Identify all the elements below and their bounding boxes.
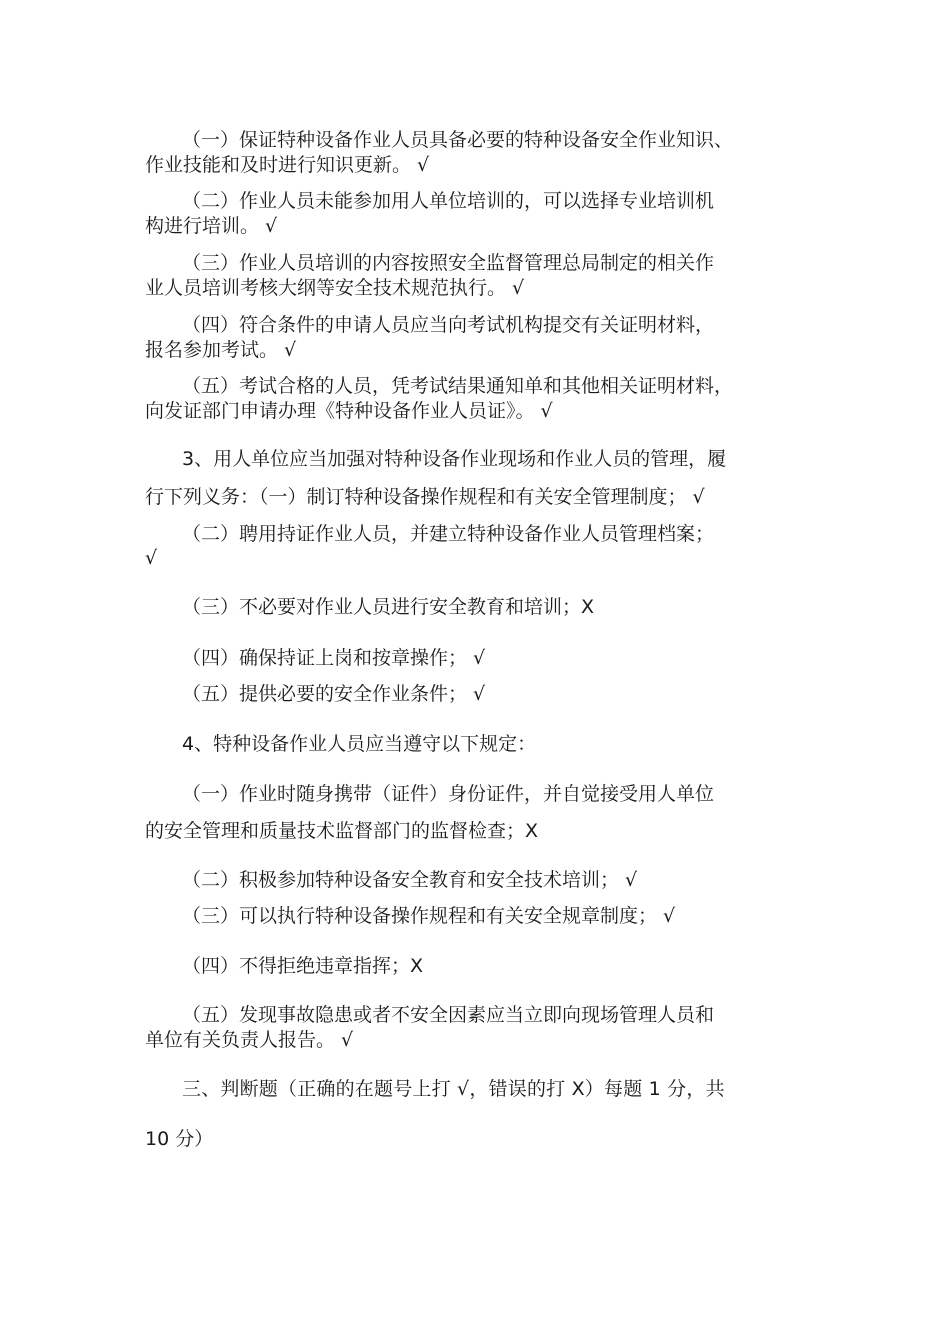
item-5-line-1: （五）考试合格的人员，凭考试结果通知单和其他相关证明材料， [182,375,734,397]
question-4-line-5: （三）可以执行特种设备操作规程和有关安全规章制度； √ [182,905,676,927]
question-4-line-1: 4、特种设备作业人员应当遵守以下规定： [182,733,537,755]
item-5-line-2: 向发证部门申请办理《特种设备作业人员证》。 √ [145,400,553,422]
question-3-line-6: （四）确保持证上岗和按章操作； √ [182,647,486,669]
item-3-line-2: 业人员培训考核大纲等安全技术规范执行。 √ [145,277,525,299]
question-4-line-2: （一）作业时随身携带（证件）身份证件，并自觉接受用人单位 [182,783,715,805]
item-2-line-2: 构进行培训。 √ [145,215,278,237]
question-4-line-7: （五）发现事故隐患或者不安全因素应当立即向现场管理人员和 [182,1004,715,1026]
question-3-line-5: （三）不必要对作业人员进行安全教育和培训；X [182,596,595,618]
item-4-line-1: （四）符合条件的申请人员应当向考试机构提交有关证明材料， [182,314,715,336]
question-4-line-4: （二）积极参加特种设备安全教育和安全技术培训； √ [182,869,638,891]
question-3-line-7: （五）提供必要的安全作业条件； √ [182,683,486,705]
question-4-line-3: 的安全管理和质量技术监督部门的监督检查；X [145,820,539,842]
section-3-heading-line-2: 10 分） [145,1128,214,1150]
question-3-line-3: （二）聘用持证作业人员，并建立特种设备作业人员管理档案； [182,523,715,545]
question-4-line-8: 单位有关负责人报告。 √ [145,1029,354,1051]
question-3-line-4: √ [145,547,158,569]
question-4-line-6: （四）不得拒绝违章指挥；X [182,955,424,977]
item-3-line-1: （三）作业人员培训的内容按照安全监督管理总局制定的相关作 [182,252,715,274]
item-2-line-1: （二）作业人员未能参加用人单位培训的，可以选择专业培训机 [182,190,715,212]
question-3-line-1: 3、用人单位应当加强对特种设备作业现场和作业人员的管理，履 [182,448,727,470]
question-3-line-2: 行下列义务：（一）制订特种设备操作规程和有关安全管理制度； √ [145,486,705,508]
section-3-heading-line-1: 三、判断题（正确的在题号上打 √，错误的打 X）每题 1 分，共 [182,1078,725,1100]
item-4-line-2: 报名参加考试。 √ [145,339,297,361]
item-1-line-2: 作业技能和及时进行知识更新。 √ [145,154,430,176]
item-1-line-1: （一）保证特种设备作业人员具备必要的特种设备安全作业知识、 [182,129,734,151]
